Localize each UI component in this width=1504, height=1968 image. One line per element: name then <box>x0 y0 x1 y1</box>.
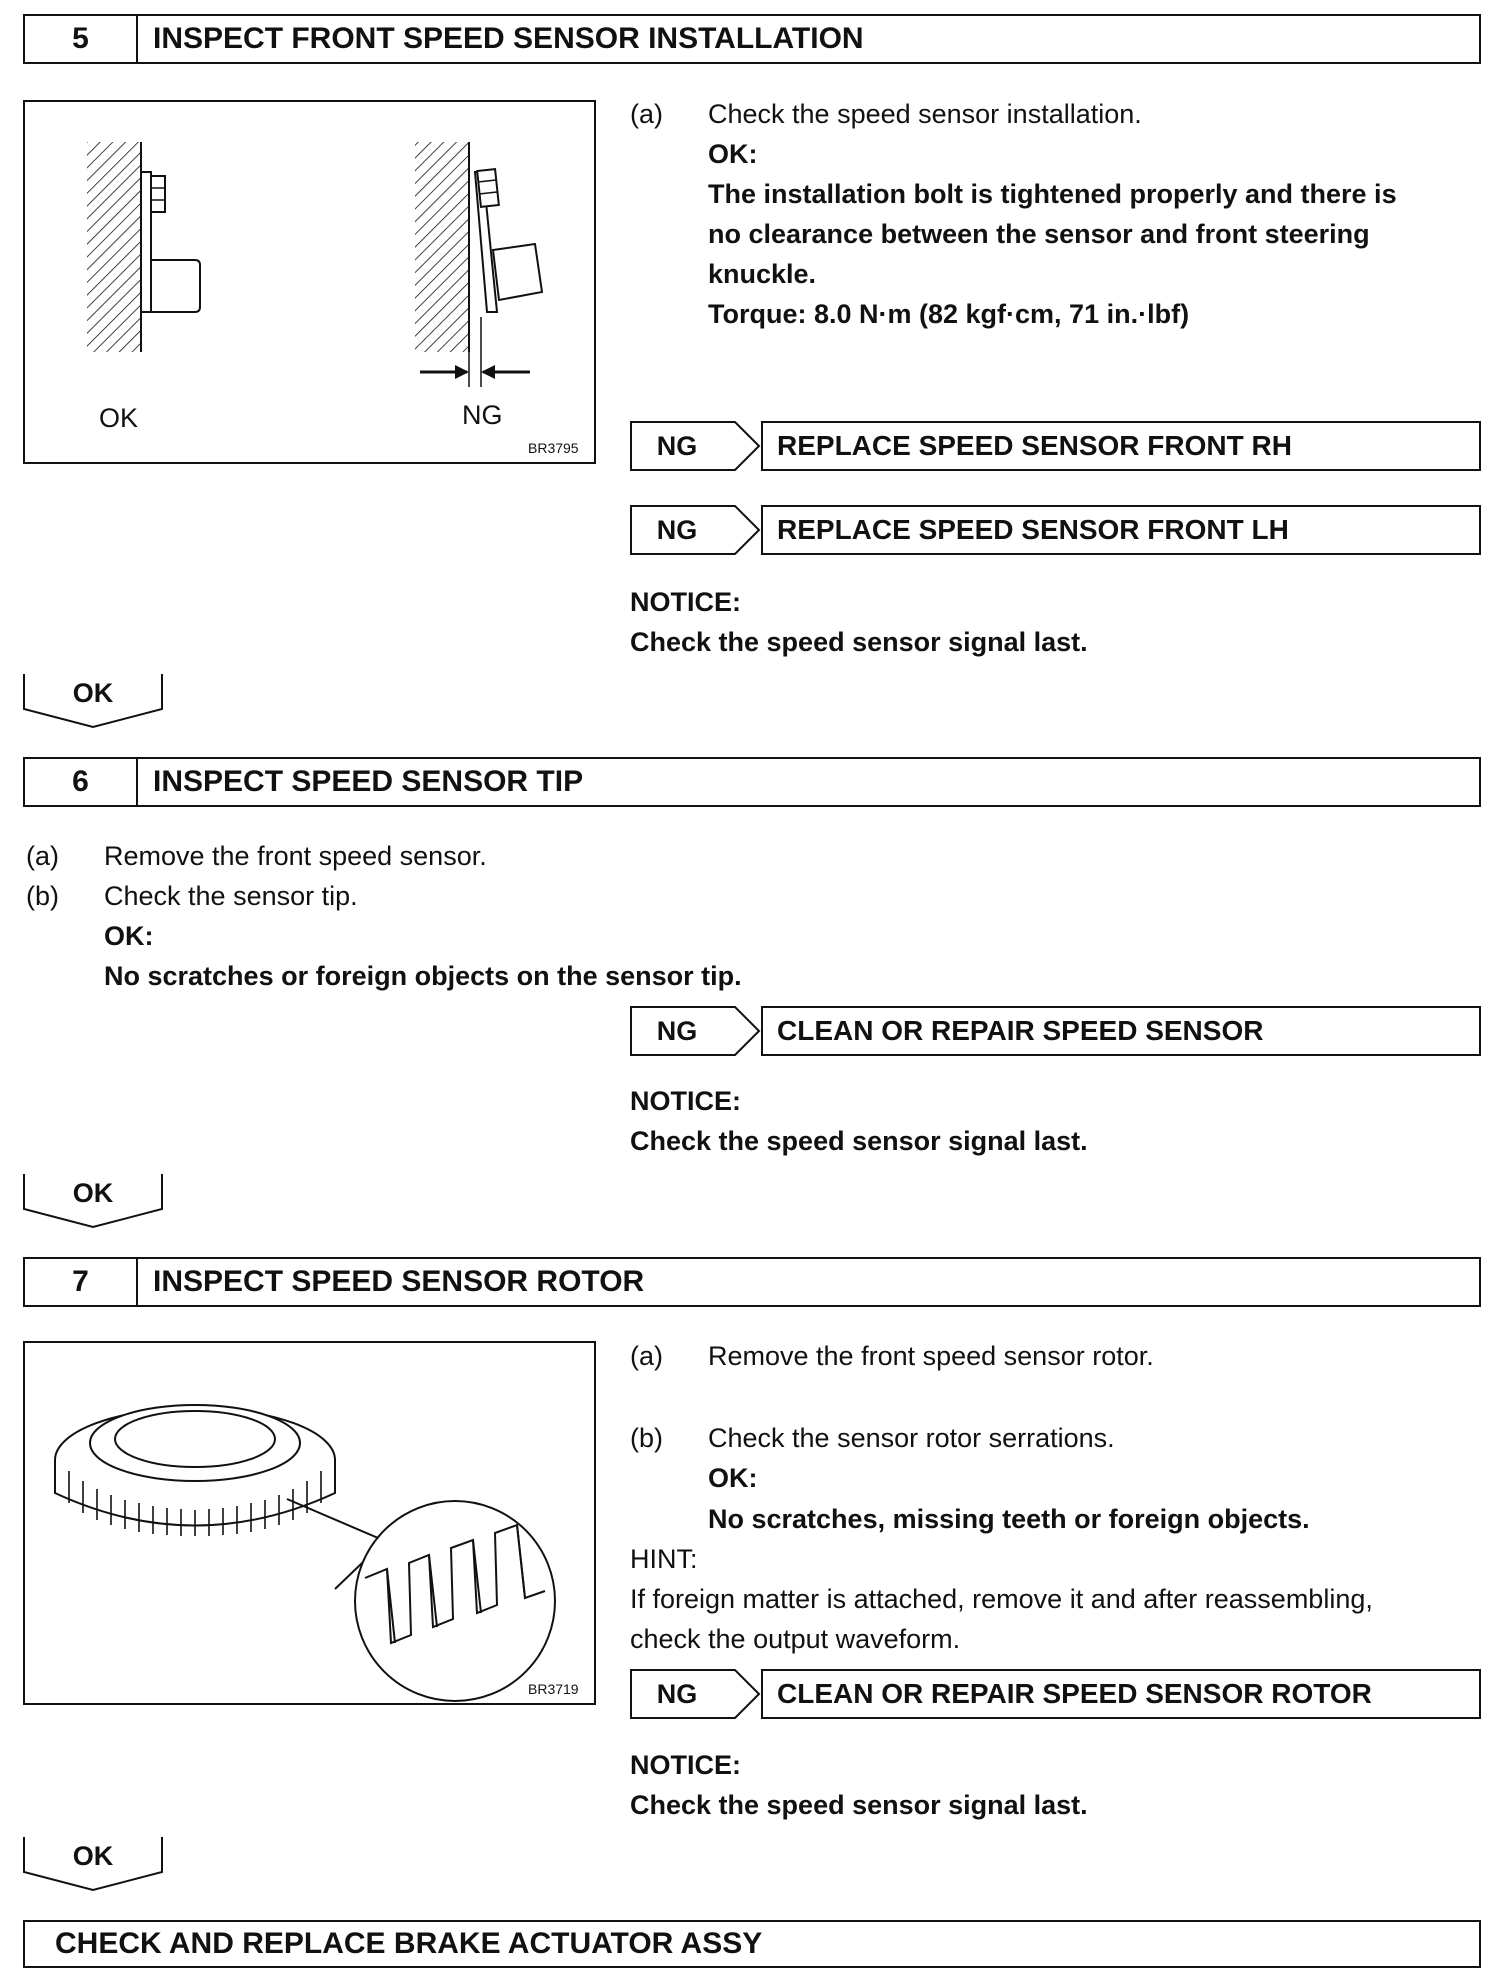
ng-figure-label: NG <box>462 400 503 430</box>
sensor-rotor-figure <box>23 1341 596 1705</box>
ok-flow-label: OK <box>72 678 114 708</box>
item-marker: (a) <box>630 99 663 129</box>
notice-text: Check the speed sensor signal last. <box>630 627 1088 657</box>
step-6-header <box>23 757 1481 807</box>
figure-code: BR3795 <box>528 440 579 456</box>
step-title: INSPECT FRONT SPEED SENSOR INSTALLATION <box>153 22 864 55</box>
ok-criteria-line: No scratches, missing teeth or foreign objects. <box>708 1504 1310 1534</box>
ok-heading: OK: <box>104 921 154 951</box>
ok-flow-label: OK <box>72 1841 114 1871</box>
ok-criteria-line: knuckle. <box>708 259 817 289</box>
ok-flow-tab <box>23 1836 163 1892</box>
item-text: Check the speed sensor installation. <box>708 99 1142 129</box>
ng-action: CLEAN OR REPAIR SPEED SENSOR <box>761 1006 1481 1056</box>
item-text: Remove the front speed sensor rotor. <box>708 1341 1154 1371</box>
ng-action: REPLACE SPEED SENSOR FRONT RH <box>761 421 1481 471</box>
item-marker: (a) <box>26 841 59 871</box>
notice-text: Check the speed sensor signal last. <box>630 1126 1088 1156</box>
ok-flow-tab <box>23 1173 163 1229</box>
step-number: 5 <box>25 16 138 62</box>
ok-figure-label: OK <box>99 403 139 433</box>
step-number: 7 <box>25 1259 138 1305</box>
ng-action: REPLACE SPEED SENSOR FRONT LH <box>761 505 1481 555</box>
ok-flow-label: OK <box>72 1178 114 1208</box>
hint-text: check the output waveform. <box>630 1624 961 1654</box>
hint-heading: HINT: <box>630 1544 698 1574</box>
ok-criteria-line: No scratches or foreign objects on the sensor tip. <box>104 961 742 991</box>
notice-heading: NOTICE: <box>630 587 741 617</box>
notice-heading: NOTICE: <box>630 1750 741 1780</box>
sensor-rotor-illustration <box>25 1343 594 1703</box>
step-7-header <box>23 1257 1481 1307</box>
item-marker: (b) <box>26 881 59 911</box>
step-5-header <box>23 14 1481 64</box>
notice-heading: NOTICE: <box>630 1086 741 1116</box>
ng-label: NG <box>656 1016 698 1046</box>
step-title: INSPECT SPEED SENSOR ROTOR <box>153 1265 645 1298</box>
item-marker: (b) <box>630 1423 663 1453</box>
final-action-title: CHECK AND REPLACE BRAKE ACTUATOR ASSY <box>55 1927 763 1960</box>
ok-criteria-line: The installation bolt is tightened properly and there is <box>708 179 1397 209</box>
item-text: Check the sensor tip. <box>104 881 358 911</box>
torque-spec: Torque: 8.0 N·m (82 kgf·cm, 71 in.·lbf) <box>708 299 1190 329</box>
hint-text: If foreign matter is attached, remove it and after reassembling, <box>630 1584 1373 1614</box>
ng-label: NG <box>656 515 698 545</box>
notice-text: Check the speed sensor signal last. <box>630 1790 1088 1820</box>
ng-label: NG <box>656 431 698 461</box>
step-number: 6 <box>25 759 138 805</box>
sensor-installation-figure <box>23 100 596 464</box>
ok-criteria-line: no clearance between the sensor and front steering <box>708 219 1370 249</box>
ok-flow-tab <box>23 673 163 729</box>
item-text: Remove the front speed sensor. <box>104 841 487 871</box>
step-title: INSPECT SPEED SENSOR TIP <box>153 765 584 798</box>
item-text: Check the sensor rotor serrations. <box>708 1423 1115 1453</box>
ng-action: CLEAN OR REPAIR SPEED SENSOR ROTOR <box>761 1669 1481 1719</box>
ok-heading: OK: <box>708 1463 758 1493</box>
final-action-box <box>23 1920 1481 1968</box>
ok-heading: OK: <box>708 139 758 169</box>
item-marker: (a) <box>630 1341 663 1371</box>
figure-code: BR3719 <box>528 1681 579 1697</box>
ng-label: NG <box>656 1679 698 1709</box>
